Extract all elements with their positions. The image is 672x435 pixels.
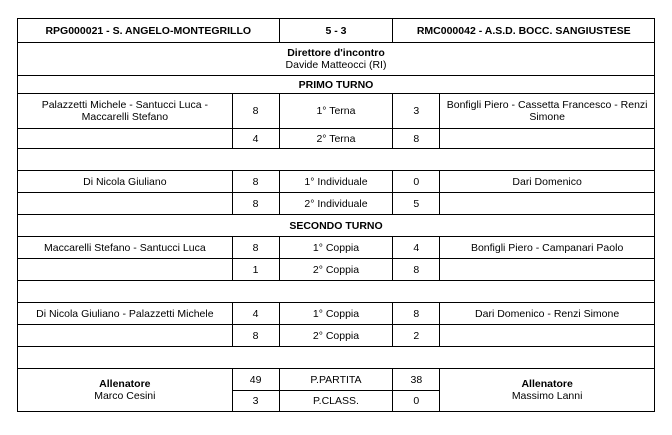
away-class-points: 0 — [393, 391, 440, 412]
home-players: Maccarelli Stefano - Santucci Luca — [18, 237, 233, 259]
empty-cell — [18, 193, 233, 215]
home-score: 8 — [232, 171, 279, 193]
away-score: 3 — [393, 94, 440, 129]
away-score: 0 — [393, 171, 440, 193]
director-row — [18, 43, 655, 76]
class-points-label: P.CLASS. — [279, 391, 393, 412]
secondo-turno-title: SECONDO TURNO — [18, 215, 655, 237]
home-coach-title: Allenatore — [99, 378, 151, 390]
home-score: 1 — [232, 259, 279, 281]
home-score: 8 — [232, 193, 279, 215]
game-label: 2° Coppia — [279, 259, 393, 281]
away-team: RMC000042 - A.S.D. BOCC. SANGIUSTESE — [393, 19, 655, 43]
match-row — [18, 237, 655, 259]
empty-cell — [440, 193, 655, 215]
match-score: 5 - 3 — [279, 19, 393, 43]
game-label: 2° Individuale — [279, 193, 393, 215]
match-row — [18, 303, 655, 325]
away-score: 8 — [393, 303, 440, 325]
empty-cell — [18, 259, 233, 281]
home-score: 8 — [232, 237, 279, 259]
match-row — [18, 325, 655, 347]
primo-turno-title: PRIMO TURNO — [18, 76, 655, 94]
home-class-points: 3 — [232, 391, 279, 412]
total-label: P.PARTITA — [279, 369, 393, 391]
away-score: 8 — [393, 129, 440, 149]
away-players: Dari Domenico - Renzi Simone — [440, 303, 655, 325]
footer-row — [18, 369, 655, 391]
empty-cell — [440, 259, 655, 281]
empty-cell — [18, 325, 233, 347]
home-players: Di Nicola Giuliano — [18, 171, 233, 193]
away-players: Bonfigli Piero - Campanari Paolo — [440, 237, 655, 259]
secondo-turno-row — [18, 215, 655, 237]
away-total: 38 — [393, 369, 440, 391]
away-players: Dari Domenico — [440, 171, 655, 193]
match-report-table — [17, 18, 655, 412]
empty-cell — [440, 129, 655, 149]
home-players: Palazzetti Michele - Santucci Luca - Maccarelli Stefano — [18, 94, 233, 129]
game-label: 2° Coppia — [279, 325, 393, 347]
home-score: 4 — [232, 129, 279, 149]
away-score: 8 — [393, 259, 440, 281]
director-name: Davide Matteocci (RI) — [285, 59, 387, 71]
game-label: 1° Coppia — [279, 303, 393, 325]
spacer-row — [18, 149, 655, 171]
empty-cell — [440, 325, 655, 347]
game-label: 1° Coppia — [279, 237, 393, 259]
match-row — [18, 129, 655, 149]
primo-turno-row — [18, 76, 655, 94]
home-score: 4 — [232, 303, 279, 325]
game-label: 1° Individuale — [279, 171, 393, 193]
match-row — [18, 259, 655, 281]
home-team: RPG000021 - S. ANGELO-MONTEGRILLO — [18, 19, 280, 43]
home-coach-name: Marco Cesini — [94, 390, 156, 402]
header-row — [18, 19, 655, 43]
away-score: 4 — [393, 237, 440, 259]
director-cell — [18, 43, 655, 76]
match-row — [18, 193, 655, 215]
spacer-row — [18, 281, 655, 303]
empty-cell — [18, 129, 233, 149]
away-score: 2 — [393, 325, 440, 347]
away-players: Bonfigli Piero - Cassetta Francesco - Renzi Simone — [440, 94, 655, 129]
home-score: 8 — [232, 325, 279, 347]
away-coach-title: Allenatore — [521, 378, 573, 390]
home-score: 8 — [232, 94, 279, 129]
home-total: 49 — [232, 369, 279, 391]
away-score: 5 — [393, 193, 440, 215]
spacer-row — [18, 347, 655, 369]
match-row — [18, 94, 655, 129]
game-label: 1° Terna — [279, 94, 393, 129]
home-players: Di Nicola Giuliano - Palazzetti Michele — [18, 303, 233, 325]
game-label: 2° Terna — [279, 129, 393, 149]
match-row — [18, 171, 655, 193]
director-title: Direttore d'incontro — [287, 47, 385, 59]
home-coach-cell — [18, 369, 233, 412]
away-coach-cell — [440, 369, 655, 412]
away-coach-name: Massimo Lanni — [511, 390, 583, 402]
